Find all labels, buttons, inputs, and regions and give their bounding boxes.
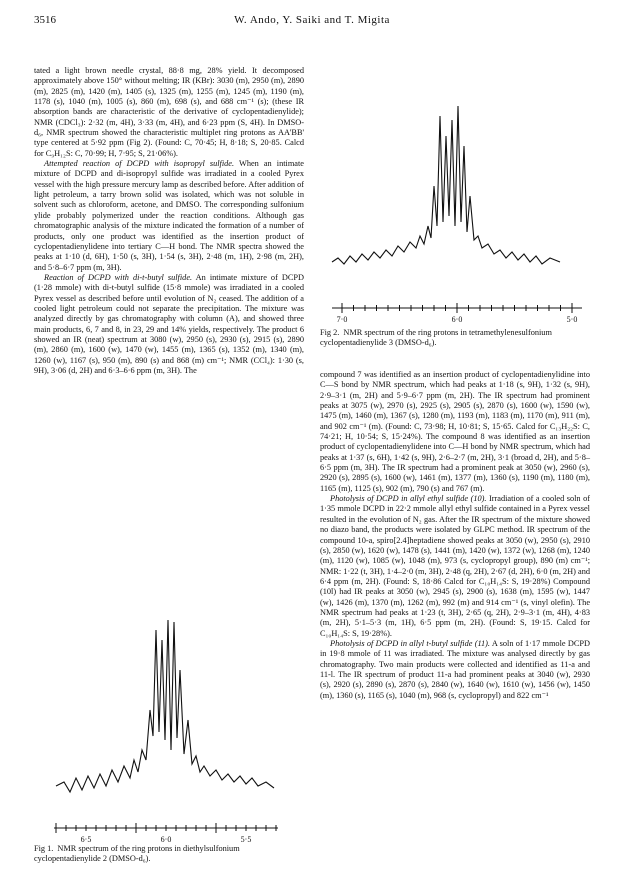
section-heading: Reaction of DCPD with di-t-butyl sulfide. [44, 272, 193, 282]
section-heading: Photolysis of DCPD in allyl ethyl sulfide (10). [330, 494, 487, 504]
tick-label: 6·0 [451, 315, 463, 324]
figure-caption [320, 328, 590, 348]
tick-label: 6·5 [80, 835, 92, 844]
running-head-authors: W. Ando, Y. Saiki and T. Migita [234, 14, 390, 26]
figure-2 [320, 76, 590, 364]
paragraph [34, 273, 304, 376]
page-number: 3516 [34, 14, 56, 26]
section-heading: Attempted reaction of DCPD with isopropyl sulfide. [44, 159, 235, 169]
tick-label: 7·0 [336, 315, 348, 324]
figure-caption-text: NMR spectrum of the ring protons in diethylsulfonium cyclopentadienylide 2 (DMSO-d₆). [34, 844, 240, 863]
spectrum-trace [332, 106, 560, 264]
paragraph [320, 639, 590, 701]
nmr-spectrum-1 [34, 560, 304, 844]
paragraph-body: When an intimate mixture of DCPD and di-isopropyl sulfide was irradiated in a cooled Pyrex vessel with the high pressure mercury lamp as described before. After addition of light petroleum, a tarry brown solid was isolated, which was not soluble in solvent such as chloroform, acetone, and DMSO. The corresponding sulfonium ylide probably polymerized under the reaction conditions. Although gas chromatographic analysis of the mixture indicated the formation of a number of products, only one product was identified as the insertion product of cyclopentadienylidene into tertiary C—H bond. The NMR spectra showed the peaks at 1·10 (d, 6H), 1·50 (s, 3H), 1·54 (s, 3H), 2·48 (m, 1H), 2·98 (m, 2H), and 5·8–6·7 ppm (m, 3H). [34, 159, 304, 272]
figure-1 [34, 560, 304, 880]
paragraph [320, 494, 590, 639]
page-header [34, 14, 590, 30]
spectrum-trace [56, 620, 274, 792]
section-heading: Photolysis of DCPD in allyl t-butyl sulfide (11). [330, 638, 490, 648]
paragraph-body: Irradiation of a cooled soln of 1·35 mmole DCPD in 22·2 mmole allyl ethyl sulfide contained in a Pyrex vessel resulted in the evolution of N₂ gas. After the IR spectrum of the mixture showed no diazo band, the products were isolated by GLPC method. IR spectrum of the compound 10-a, spiro[2.4]heptadiene showed peaks at 3050 (w), 2950 (s), 2910 (s), 2850 (w), 1620 (w), 1478 (s), 1441 (m), 1420 (w), 1372 (w), 1268 (m), 1240 (m), 1120 (w), 1085 (w), 1048 (m), 973 (s, cyclopropyl group), 890 (m) cm⁻¹; NMR: 1·22 (t, 3H), 1·4–2·0 (m, 3H), 2·48 (q, 2H), 2·67 (d, 2H), 6·0 (m, 2H) and 6·4 ppm (m, 2H). (Found: S, 18·86 Calcd for C₁₀H₁₄S: S, 19·28%) Compound (10l) had IR peaks at 3050 (w), 2945 (s), 2900 (s), 1638 (m), 1595 (w), 1447 (w), 1426 (m), 1370 (m), 1262 (m), 992 (m) and 914 cm⁻¹ (s, vinyl olefin). The NMR spectrum had peaks at 1·23 (t, 3H), 2·65 (q, 2H), 2·9–3·1 (m, 4H), 4·83 (m, 2H), 5·1–5·3 (m, 1H), 6·5 ppm (m, 2H). (Found: S, 19·15. Calcd for C₁₀H₁₄S: S, 19·28%). [320, 494, 590, 638]
tick-label: 5·0 [566, 315, 578, 324]
left-column [34, 66, 304, 376]
figure-caption-text: NMR spectrum of the ring protons in tetramethylenesulfonium cyclopentadienylide 3 (DMSO-d₆). [320, 328, 552, 347]
tick-label: 6·0 [160, 835, 172, 844]
right-column [320, 370, 590, 701]
paragraph [34, 159, 304, 273]
axis-ticks [342, 303, 572, 313]
paragraph: compound 7 was identified as an insertion product of cyclopentadienylidine into C—S bond by NMR spectrum, which had peaks at 1·18 (s, 9H), 1·32 (s, 9H), 2·9–3·1 (m, 2H) and 5·9–6·7 ppm (m, 2H). The IR spectrum had prominent peaks at 3075 (w), 2970 (s), 2925 (s), 2905 (s), 2870 (s), 1600 (w), 1590 (w), 1475 (m), 1460 (m), 1367 (s), 1280 (m), 1193 (m), 1183 (m), 1170 (m), 911 (m), and 902 cm⁻¹ (m). (Found: C, 73·98; H, 10·81; S, 15·65. Calcd for C₁₃H₂₂S: C, 74·21; H, 10·54; S, 15·24%). The compound 8 was identified as an insertion product of cyclopentadienylidene into C—H bond by NMR spectrum, which had peaks at 1·37 (s, 6H), 1·42 (s, 9H), 2·6–2·7 (m, 2H), 3·1 (broad d, 2H), and 5·8–6·5 ppm (m, 3H). The IR spectrum had a prominent peak at 3050 (w), 2960 (s), 2920 (s), 2895 (s), 1600 (w), 1461 (m), 1377 (m), 1360 (s), 1190 (m), 1180 (m), 1165 (m), 1125 (s), 902 (m), 790 (s) and 767 (m). [320, 370, 590, 493]
paragraph: tated a light brown needle crystal, 88·8 mg, 28% yield. It decomposed approximately above 150° without melting; IR (KBr): 3030 (m), 2950 (m), 2890 (m), 2825 (m), 1420 (m), 1405 (s), 1325 (m), 1255 (m), 1245 (m), 1190 (m), 1178 (s), 1040 (m), 1005 (s), 860 (m), 698 (s), and 688 cm⁻¹ (s); (these IR absorption bands are characteristic of the derivative of cyclopentadienylide); NMR (CDCl₃): 2·32 (m, 4H), 3·33 (m, 4H), and 6·23 ppm (S, 4H). In DMSO-d₆, NMR spectrum showed the characteristic multiplet ring protons as AA'BB' type centered at 5·92 ppm (Fig 2). (Found: C, 70·45; H, 8·18; S, 20·85. Calcd for C₉H₁₂S: C, 70·99; H, 7·95; S, 21·06%). [34, 66, 304, 158]
tick-label: 5·5 [240, 835, 252, 844]
nmr-spectrum-2 [320, 76, 590, 328]
paragraph-body: A soln of 1·17 mmole DCPD in 19·8 mmole of 11 was irradiated. The mixture was analysed directly by gas chromatography. Two main products were collected and identified as 11-a and 11-l. The IR spectrum of product 11-a had prominent peaks at 3040 (w), 2930 (s), 2920 (s), 2890 (s), 2870 (s), 2840 (w), 1640 (w), 1610 (w), 1456 (w), 1450 (m), 1360 (s), 1165 (s), 1040 (m), 968 (s, cyclopropyl) and 822 cm⁻¹ [320, 638, 590, 700]
figure-label: Fig 1. [34, 844, 54, 853]
paragraph-body: An intimate mixture of DCPD (1·28 mmole) with di-t-butyl sulfide (15·8 mmole) was irradiated in a cooled Pyrex vessel as described before until evolution of N₂ ceased. The addition of a cooled light petroleum could not separate the precipitation. The mixture was analyzed directly by gas chromatography with column (A), and showed three main products, 6, 7 and 8, in 23, 29 and 14% yields, respectively. The product 6 showed an IR (neat) spectrum at 3080 (w), 2950 (s), 2930 (s), 2915 (s), 2890 (m), 2860 (m), 1600 (w), 1470 (w), 1455 (m), 1365 (s), 1352 (m), 1340 (m), 1260 (w), 1167 (s), 950 (m), 890 (s) and 868 (m) cm⁻¹; NMR (CCl₄): 1·30 (s, 9H), 3·06 (d, 2H) and 6·3–6·6 ppm (m, 3H). The [34, 272, 304, 375]
figure-label: Fig 2. [320, 328, 340, 337]
figure-caption [34, 844, 304, 864]
